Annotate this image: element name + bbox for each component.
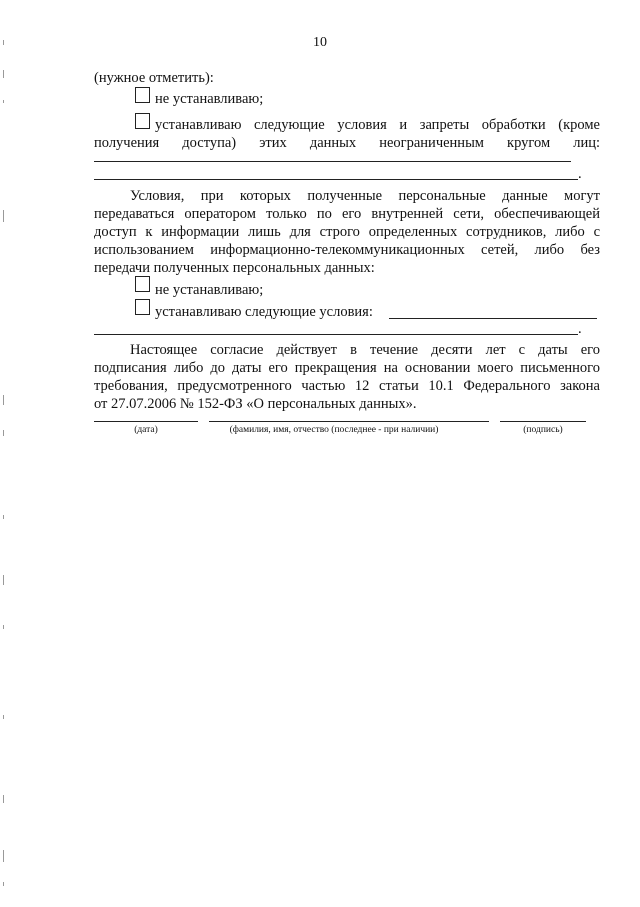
sign-caption: (подпись): [523, 425, 563, 435]
validity-paragraph-line: подписания либо до даты его прекращения на основании моего письменного: [94, 360, 600, 376]
scan-mark: [3, 210, 4, 222]
name-caption: (фамилия, имя, отчество (последнее - при наличии): [229, 425, 439, 435]
date-signature-line[interactable]: [94, 421, 198, 422]
conditions-fill-line[interactable]: [389, 318, 597, 319]
validity-paragraph-line: от 27.07.2006 № 152-ФЗ «О персональных данных».: [94, 396, 417, 412]
scan-mark: [3, 430, 4, 436]
conditions-paragraph-line: использованием информационно-телекоммуникационных сетей, либо без: [94, 242, 600, 258]
fill-line[interactable]: [94, 334, 578, 335]
scan-mark: [3, 100, 4, 103]
scan-mark: [3, 795, 4, 803]
scan-mark: [3, 882, 4, 886]
conditions-paragraph-line: передачи полученных персональных данных:: [94, 260, 375, 276]
conditions-paragraph-line: передаваться оператором только по его внутренней сети, обеспечивающей: [94, 206, 600, 222]
line-end-period: .: [578, 321, 582, 337]
instruction-text: (нужное отметить):: [94, 70, 214, 86]
validity-paragraph-line: требования, предусмотренного частью 12 статьи 10.1 Федерального закона: [94, 378, 600, 394]
fill-line[interactable]: [94, 179, 578, 180]
page-number: 10: [313, 35, 327, 50]
scan-mark: [3, 625, 4, 629]
checkbox-set-conditions-1[interactable]: [135, 113, 150, 129]
conditions-paragraph-line: доступ к информации лишь для строго определенных сотрудников, либо с: [94, 224, 600, 240]
checkbox-set-conditions-2[interactable]: [135, 299, 150, 315]
option-set-conditions-1-continuation: получения доступа) этих данных неограниченным кругом лиц:: [94, 135, 600, 151]
scan-mark: [3, 70, 4, 78]
fill-line[interactable]: [94, 161, 571, 162]
option-not-set-2-label: не устанавливаю;: [155, 282, 264, 298]
date-caption: (дата): [134, 425, 158, 435]
scan-mark: [3, 395, 4, 405]
scan-mark: [3, 515, 4, 519]
checkbox-not-set-1[interactable]: [135, 87, 150, 103]
scan-mark: [3, 715, 4, 719]
line-end-period: .: [578, 166, 582, 182]
validity-paragraph-line: Настоящее согласие действует в течение десяти лет с даты его: [130, 342, 600, 358]
option-set-conditions-2-label: устанавливаю следующие условия:: [155, 304, 373, 320]
scan-mark: [3, 850, 4, 862]
conditions-paragraph-line: Условия, при которых полученные персональные данные могут: [130, 188, 600, 204]
option-not-set-1-label: не устанавливаю;: [155, 91, 264, 107]
sign-signature-line[interactable]: [500, 421, 586, 422]
option-set-conditions-1-label: устанавливаю следующие условия и запреты обработки (кроме: [155, 117, 600, 133]
checkbox-not-set-2[interactable]: [135, 276, 150, 292]
scan-mark: [3, 575, 4, 585]
scan-mark: [3, 40, 4, 45]
name-signature-line[interactable]: [209, 421, 489, 422]
